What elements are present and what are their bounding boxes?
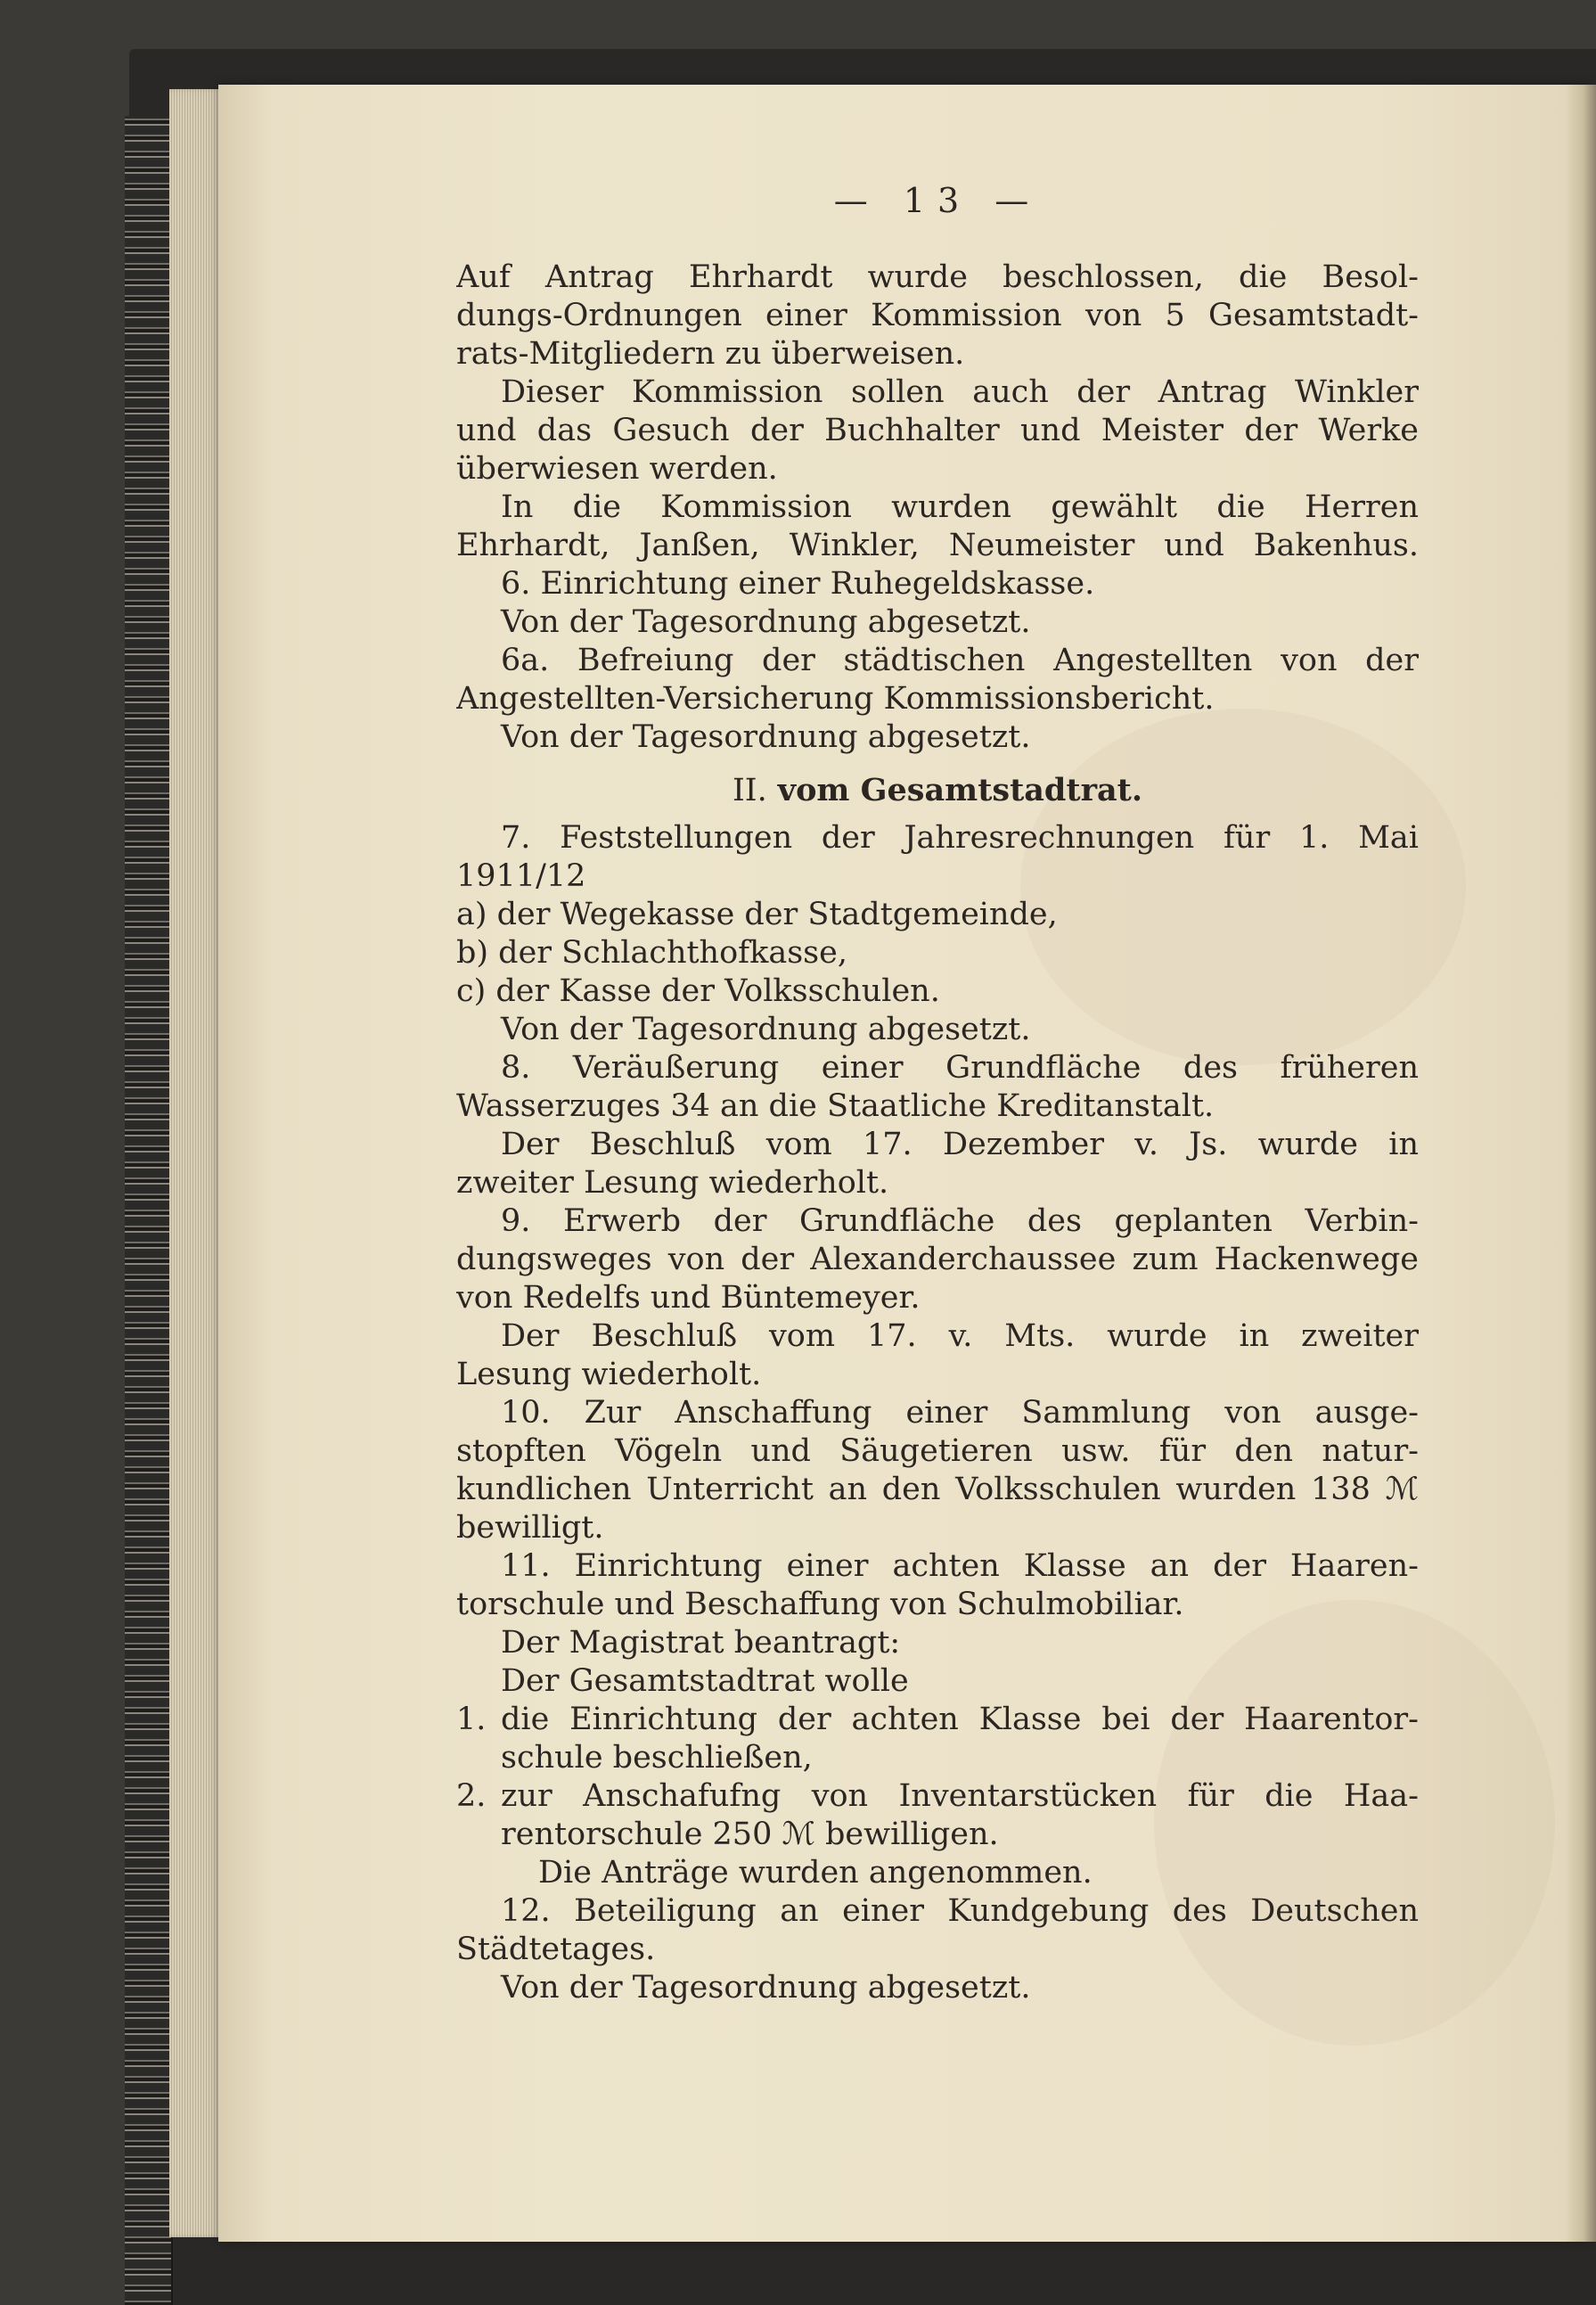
text-line: bewilligt. — [456, 1510, 604, 1546]
text-line: Der Gesamtstadtrat wolle — [501, 1663, 909, 1699]
text-line: und das Gesuch der Buchhalter und Meister der Werke — [456, 413, 1419, 448]
text-line: b) der Schlachthofkasse, — [456, 935, 847, 971]
text-line: dungs-Ordnungen einer Kommission von 5 Gesamtstadt- — [456, 298, 1419, 333]
page-text — [456, 178, 1419, 2007]
list-item-number — [456, 1816, 501, 1854]
text-line: Die Anträge wurden angenommen. — [538, 1855, 1093, 1891]
page-right-edge — [1564, 85, 1596, 2242]
list-item-number: 1. — [456, 1702, 487, 1737]
list-item-text: zur Anschafufng von Inventarstücken für die Haa- — [501, 1778, 1419, 1814]
text-line: von Redelfs und Büntemeyer. — [456, 1280, 921, 1316]
list-item — [456, 1739, 1419, 1777]
text-line: rats-Mitgliedern zu überweisen. — [456, 336, 965, 372]
text-line: Dieser Kommission sollen auch der Antrag Winkler — [501, 374, 1419, 410]
text-line: Wasserzuges 34 an die Staatliche Kreditanstalt. — [456, 1088, 1215, 1124]
list-item-text: schule beschließen, — [501, 1740, 813, 1776]
text-line: kundlichen Unterricht an den Volksschulen wurden 138 ℳ — [456, 1472, 1419, 1507]
text-line: Angestellten-Versicherung Kommissionsbericht. — [456, 681, 1215, 717]
list-item-number: 2. — [456, 1778, 487, 1814]
list-item — [456, 1777, 1419, 1816]
text-line: Der Beschluß vom 17. v. Mts. wurde in zweiter — [501, 1318, 1419, 1354]
list-item — [456, 1701, 1419, 1739]
text-line: In die Kommission wurden gewählt die Herren — [501, 489, 1419, 525]
text-line: überwiesen werden. — [456, 451, 778, 487]
page-edges — [169, 89, 223, 2237]
list-item-text: rentorschule 250 ℳ bewilligen. — [501, 1817, 999, 1852]
text-line: stopften Vögeln und Säugetieren usw. für den natur- — [456, 1433, 1419, 1469]
text-line: Von der Tagesordnung abgesetzt. — [501, 1012, 1031, 1047]
text-line: Lesung wiederholt. — [456, 1357, 762, 1392]
text-line: Von der Tagesordnung abgesetzt. — [501, 604, 1031, 640]
section-heading — [456, 767, 1419, 814]
text-line: 6. Einrichtung einer Ruhegeldskasse. — [501, 566, 1095, 602]
text-line: 7. Feststellungen der Jahresrechnungen für 1. Mai — [501, 820, 1419, 856]
text-line: 8. Veräußerung einer Grundfläche des früheren — [501, 1050, 1419, 1086]
page-number: — 13 — — [833, 181, 1042, 220]
text-line: Städtetages. — [456, 1932, 656, 1967]
numbered-list — [456, 1701, 1419, 1854]
text-line: 10. Zur Anschaffung einer Sammlung von ausge- — [501, 1395, 1419, 1431]
text-line: 12. Beteiligung an einer Kundgebung des Deutschen — [501, 1893, 1419, 1929]
text-line: Von der Tagesordnung abgesetzt. — [501, 719, 1031, 755]
text-line: c) der Kasse der Volksschulen. — [456, 973, 940, 1009]
text-line: Auf Antrag Ehrhardt wurde beschlossen, die Besol- — [456, 259, 1419, 295]
list-item — [456, 1816, 1419, 1854]
section-numeral: II. — [732, 773, 767, 808]
text-line: 1911/12 — [456, 858, 586, 894]
closing-lines — [456, 1854, 1419, 2007]
text-line: 6a. Befreiung der städtischen Angestellten von der — [501, 643, 1419, 678]
section-title: vom Gesamtstadtrat. — [777, 772, 1143, 808]
text-line: 9. Erwerb der Grundfläche des geplanten Verbin- — [501, 1203, 1419, 1239]
text-line: zweiter Lesung wiederholt. — [456, 1165, 889, 1201]
intro-paragraphs — [456, 258, 1419, 757]
text-line: a) der Wegekasse der Stadtgemeinde, — [456, 897, 1058, 932]
book-spine — [125, 116, 173, 2305]
section-body — [456, 819, 1419, 1701]
text-line: 11. Einrichtung einer achten Klasse an der Haaren- — [501, 1548, 1419, 1584]
list-item-number — [456, 1739, 501, 1777]
text-line: torschule und Beschaffung von Schulmobiliar. — [456, 1587, 1184, 1622]
text-line: Der Beschluß vom 17. Dezember v. Js. wurde in — [501, 1127, 1419, 1162]
text-line: Der Magistrat beantragt: — [501, 1625, 901, 1661]
text-line: dungsweges von der Alexanderchaussee zum Hackenwege — [456, 1242, 1419, 1277]
list-item-text: die Einrichtung der achten Klasse bei der Haarentor- — [501, 1702, 1419, 1737]
text-line: Von der Tagesordnung abgesetzt. — [501, 1970, 1031, 2006]
text-line: Ehrhardt, Janßen, Winkler, Neumeister und Bakenhus. — [456, 528, 1419, 563]
